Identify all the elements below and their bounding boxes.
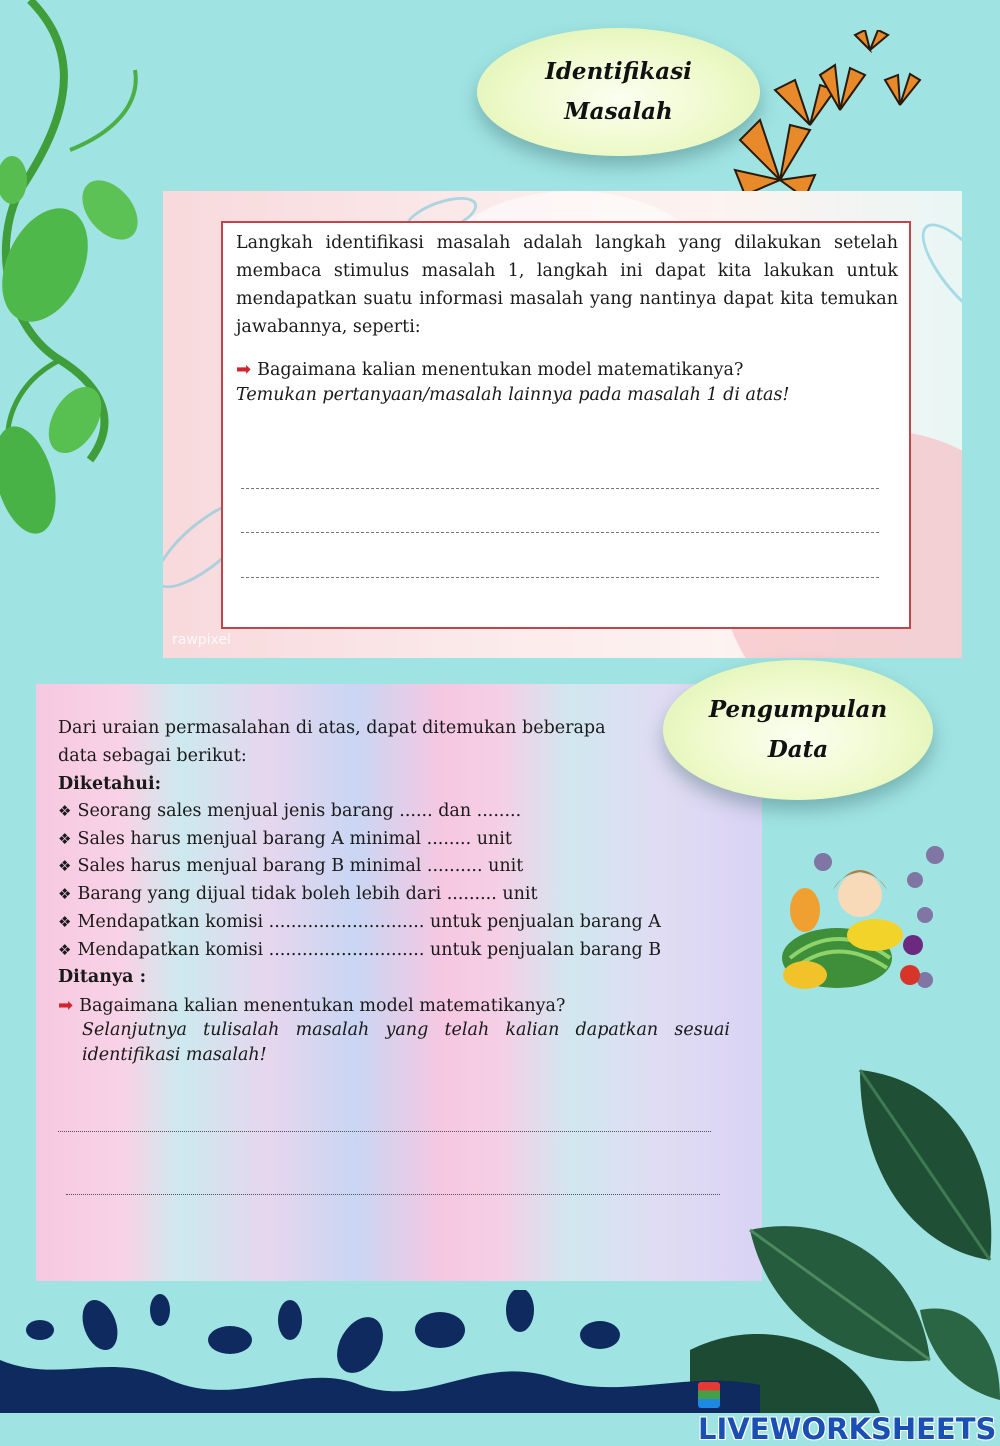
identifikasi-question-text: Bagaimana kalian menentukan model matematikanya? xyxy=(257,360,744,380)
diamond-bullet-icon: ❖ xyxy=(58,912,72,931)
pengumpulan-intro-line2: data sebagai berikut: xyxy=(58,746,247,766)
leaf-shape xyxy=(908,211,962,337)
answer-line-4[interactable] xyxy=(58,1131,711,1132)
liveworksheets-logo[interactable] xyxy=(698,1378,1000,1446)
pengumpulan-title-line2: Data xyxy=(767,736,829,763)
diamond-bullet-icon: ❖ xyxy=(58,885,72,904)
list-item-text: Mendapatkan komisi ............................ untuk penjualan barang B xyxy=(77,939,662,960)
answer-line-2[interactable] xyxy=(241,532,879,533)
pengumpulan-title xyxy=(663,660,933,800)
butterfly-decoration xyxy=(720,30,940,200)
identifikasi-paragraph: Langkah identifikasi masalah adalah langkah yang dilakukan setelah membaca stimulus masalah 1, langkah ini dapat kita lakukan untuk mendapatkan suatu informasi masalah yang nantinya dapat kita temukan jawabannya, seperti: xyxy=(236,233,898,337)
list-item-text: Seorang sales menjual jenis barang ...... dan ........ xyxy=(77,801,522,821)
arrow-right-icon: ➡ xyxy=(236,359,252,380)
liveworksheets-logo-icon xyxy=(698,1382,720,1408)
ditanya-label: Ditanya : xyxy=(58,967,147,987)
answer-line-5[interactable] xyxy=(66,1194,720,1195)
list-item xyxy=(58,909,661,937)
arrow-right-icon: ➡ xyxy=(58,995,74,1016)
identifikasi-title-line2: Masalah xyxy=(564,98,673,125)
pengumpulan-instruction-line2: identifikasi masalah! xyxy=(82,1045,267,1065)
diamond-bullet-icon: ❖ xyxy=(58,829,72,848)
list-item xyxy=(58,881,661,909)
watermark-text: rawpixel xyxy=(172,632,231,648)
girl-fruits-illustration xyxy=(775,840,955,1000)
list-item xyxy=(58,853,661,881)
list-item-text: Sales harus menjual barang B minimal .......... unit xyxy=(77,856,524,877)
water-splash-decoration xyxy=(0,1290,760,1413)
diamond-bullet-icon: ❖ xyxy=(58,857,72,876)
answer-line-1[interactable] xyxy=(241,488,879,489)
diamond-bullet-icon: ❖ xyxy=(58,802,72,820)
list-item xyxy=(58,937,661,965)
diamond-bullet-icon: ❖ xyxy=(58,940,72,959)
identifikasi-title-line1: Identifikasi xyxy=(545,58,692,85)
pengumpulan-instruction-line1: Selanjutnya tulisalah masalah yang telah kalian dapatkan sesuai xyxy=(82,1020,730,1040)
list-item xyxy=(58,826,661,854)
diketahui-list xyxy=(58,798,661,964)
liveworksheets-logo-text: LIVEWORKSHEETS xyxy=(698,1412,997,1446)
pengumpulan-question-text: Bagaimana kalian menentukan model matematikanya? xyxy=(79,996,566,1016)
list-item xyxy=(58,798,661,826)
list-item-text: Barang yang dijual tidak boleh lebih dari ......... unit xyxy=(77,884,538,905)
identifikasi-question xyxy=(236,357,743,383)
identifikasi-instruction: Temukan pertanyaan/masalah lainnya pada masalah 1 di atas! xyxy=(236,385,790,405)
list-item-text: Sales harus menjual barang A minimal ........ unit xyxy=(77,828,512,849)
answer-line-3[interactable] xyxy=(241,577,879,578)
pengumpulan-intro-line1: Dari uraian permasalahan di atas, dapat ditemukan beberapa xyxy=(58,718,606,738)
diketahui-label: Diketahui: xyxy=(58,774,162,794)
pengumpulan-title-line1: Pengumpulan xyxy=(708,696,888,723)
identifikasi-title xyxy=(477,28,760,156)
list-item-text: Mendapatkan komisi ............................ untuk penjualan barang A xyxy=(77,911,661,932)
